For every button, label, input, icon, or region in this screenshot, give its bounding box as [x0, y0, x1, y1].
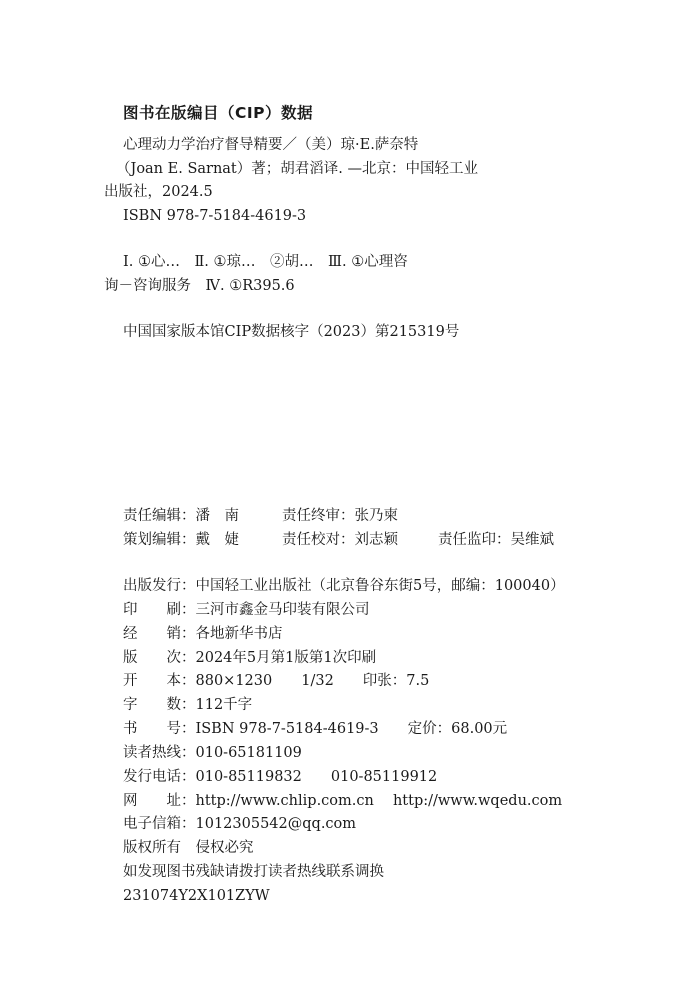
- pub-label: 印 刷：: [123, 602, 196, 618]
- pub-value: 010-85119832 010-85119912: [195, 769, 438, 785]
- cip-line-3: 出版社，2024.5: [104, 184, 213, 200]
- pub-value: 880×1230 1/32 印张：7.5: [195, 673, 430, 689]
- pub-label: 经 销：: [123, 626, 196, 642]
- cip-verify: 中国国家版本馆CIP数据核字（2023）第215319号: [123, 324, 460, 340]
- pub-value: http://www.chlip.com.cn http://www.wqedu.com: [195, 793, 563, 809]
- staff-editor: [123, 506, 239, 526]
- pub-value: 三河市鑫金马印装有限公司: [195, 602, 370, 618]
- print-code: 231074Y2X101ZYW: [123, 888, 270, 904]
- pub-label: 字 数：: [123, 697, 196, 713]
- pub-value: 2024年5月第1版第1次印刷: [195, 650, 377, 666]
- staff-value: 刘志颖: [354, 532, 398, 548]
- staff-label: 责任监印：: [438, 532, 511, 548]
- pub-value: 010-65181109: [195, 745, 302, 761]
- cip-line-2: （Joan E. Sarnat）著；胡君滔译. —北京：中国轻工业: [116, 161, 478, 177]
- cip-isbn: ISBN 978-7-5184-4619-3: [123, 208, 307, 224]
- pub-label: 网 址：: [123, 793, 196, 809]
- pub-distributor: [123, 624, 283, 644]
- pub-isbn-price: [123, 719, 507, 739]
- cip-classification-1: Ⅰ. ①心… Ⅱ. ①琼… ②胡… Ⅲ. ①心理咨: [123, 254, 408, 270]
- copyright-notice: 版权所有 侵权必究: [123, 840, 254, 856]
- pub-printer: [123, 600, 370, 620]
- pub-sales-phone: [123, 767, 437, 787]
- pub-label: 开 本：: [123, 673, 196, 689]
- staff-label: 责任终审：: [282, 508, 355, 524]
- staff-label: 责任编辑：: [123, 508, 196, 524]
- pub-label: 书 号：: [123, 721, 196, 737]
- pub-label: 出版发行：: [123, 578, 196, 594]
- pub-edition: [123, 648, 376, 668]
- staff-value: 张乃柬: [354, 508, 398, 524]
- pub-website: [123, 791, 562, 811]
- cip-classification-2: 询－咨询服务 Ⅳ. ①R395.6: [104, 278, 295, 294]
- pub-label: 电子信箱：: [123, 816, 196, 832]
- cip-title: 图书在版编目（CIP）数据: [123, 104, 314, 122]
- staff-label: 策划编辑：: [123, 532, 196, 548]
- staff-final-review: [282, 506, 398, 526]
- defect-notice: 如发现图书残缺请拨打读者热线联系调换: [123, 864, 384, 880]
- pub-reader-hotline: [123, 743, 302, 763]
- staff-value: 吴维斌: [510, 532, 554, 548]
- pub-label: 版 次：: [123, 650, 196, 666]
- pub-email: [123, 814, 356, 834]
- staff-value: 戴 婕: [195, 532, 239, 548]
- staff-print-supervisor: [438, 530, 554, 550]
- pub-word-count: [123, 695, 252, 715]
- staff-planning-editor: [123, 530, 239, 550]
- pub-value: 112千字: [195, 697, 253, 713]
- pub-label: 读者热线：: [123, 745, 196, 761]
- cip-line-1: 心理动力学治疗督导精要／（美）琼·E.萨奈特: [123, 137, 419, 153]
- pub-value: 中国轻工业出版社（北京鲁谷东街5号，邮编：100040）: [195, 578, 565, 594]
- staff-proofreader: [282, 530, 398, 550]
- pub-value: ISBN 978-7-5184-4619-3 定价：68.00元: [195, 721, 508, 737]
- pub-value: 1012305542@qq.com: [195, 816, 357, 832]
- pub-format: [123, 671, 429, 691]
- pub-label: 发行电话：: [123, 769, 196, 785]
- staff-label: 责任校对：: [282, 532, 355, 548]
- pub-value: 各地新华书店: [195, 626, 283, 642]
- staff-value: 潘 南: [195, 508, 239, 524]
- pub-publisher: [123, 576, 565, 596]
